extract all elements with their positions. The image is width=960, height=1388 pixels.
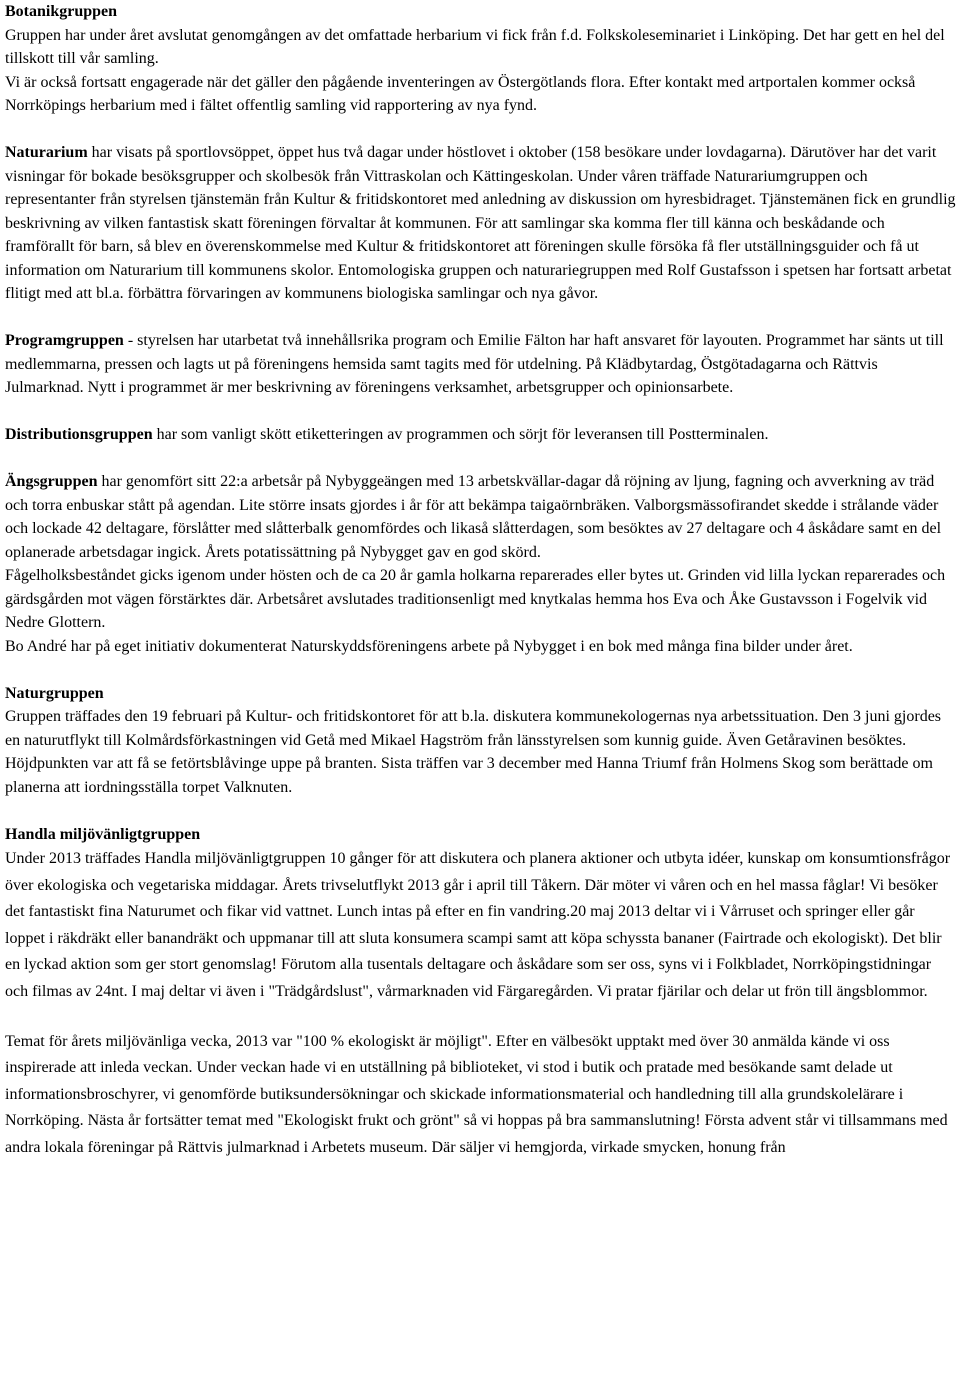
section-naturarium	[5, 141, 957, 306]
paragraph: Bo André har på eget initiativ dokumenterat Naturskyddsföreningens arbete på Nybygget i en bok med många fina bilder under året.	[5, 637, 853, 655]
section-text: - styrelsen har utarbetat två innehållsrika program och Emilie Fälton har haft ansvaret för layouten. Programmet har sänts ut till medlemmarna, pressen och lagts ut på föreningens hemsida samt tagits med för utdelning. På Klädbytardag, Östgötadagarna och Rättvis Julmarknad. Nytt i programmet är mer beskrivning av föreningens verksamhet, arbetsgrupper och opinionsarbete.	[5, 332, 944, 396]
paragraph	[5, 423, 957, 447]
section-miljovanliga-veckan	[5, 1029, 957, 1162]
spacer	[5, 799, 957, 823]
section-programgruppen	[5, 329, 957, 400]
paragraph	[5, 470, 957, 564]
spacer	[5, 118, 957, 142]
spacer	[5, 447, 957, 471]
section-text: har visats på sportlovsöppet, öppet hus två dagar under höstlovet i oktober (158 besökare under lovdagarna). Därutöver har det varit visningar för bokade besöksgrupper och skolbesök från Vittraskolan och Kättingeskolan. Under våren träffade Naturariumgruppen och representanter från styrelsen tjänstemän från Kultur & fritidskontoret med anledning av diskussion om hyresbidraget. Tjänstemänen fick en grundlig beskrivning av vilken fantastisk skatt föreningen förvaltar åt kommunen. För att samlingar ska komma fler till känna och beskådande och framförallt för barn, så blev en överenskommelse med Kultur & fritidskontoret att föreningen skulle försöka få fler utställningsguider och få ut information om Naturarium till kommunens skolor. Entomologiska gruppen och naturariegruppen med Rolf Gustafsson i spetsen har fortsatt arbetat flitigt med att bl.a. förbättra förvaringen av kommunens biologiska samlingar och nya gåvor.	[5, 144, 956, 302]
section-text: har som vanligt skött etiketteringen av programmen och sörjt för leveransen till Postterminalen.	[152, 426, 769, 443]
spacer	[5, 1005, 957, 1029]
section-heading: Ängsgruppen	[5, 473, 98, 490]
section-heading: Distributionsgruppen	[5, 426, 153, 443]
section-heading: Botanikgruppen	[5, 3, 118, 20]
paragraph	[5, 329, 957, 400]
section-naturgruppen	[5, 682, 957, 800]
paragraph: Under 2013 träffades Handla miljövänligtgruppen 10 gånger för att diskutera och planera aktioner och utbyta idéer, kunskap om konsumtionsfrågor över ekologiska och vegetariska middagar. Årets trivselutflykt 2013 går i april till Tåkern. Där möter vi våren och en hel massa fåglar! Vi besöker det fantastiskt fina Naturumet och fikar vid vattnet. Lunch intas på efter en fin vandring.20 maj 2013 deltar vi i Vårruset och springer eller går loppet i räkdräkt eller banandräkt och uppmanar till att sluta konsumera scampi samt att köpa schyssta bananer (Fairtrade och ekologiskt). Det blir en lyckad aktion som ger stort genomslag! Förutom alla tusentals deltagare och åskådare som ser oss, syns vi i Folkbladet, Norrköpingstidningar och filmas av 24nt. I maj deltar vi även i "Trädgårdslust", vårmarknaden vid Färgaregården. Vi pratar fjärilar och delar ut frön till ängsblommor.	[5, 850, 951, 1000]
paragraph: Gruppen har under året avslutat genomgången av det omfattade herbarium vi fick från f.d. Folkskoleseminariet i Linköping. Det har gett en hel del tillskott till vår samling.	[5, 26, 945, 67]
section-heading: Programgruppen	[5, 332, 124, 349]
spacer	[5, 400, 957, 424]
section-handla-miljovanligtgruppen	[5, 823, 957, 1006]
section-angsgruppen	[5, 470, 957, 658]
document-page	[5, 0, 957, 1161]
paragraph: Fågelholksbeståndet gicks igenom under hösten och de ca 20 år gamla holkarna reparerades eller bytes ut. Grinden vid lilla lyckan reparerades och gärdsgården mot vägen förstärktes där. Arbetsåret avslutades traditionsenligt med knytkalas hemma hos Eva och Åke Gustavsson i Fogelvik vid Nedre Glottern.	[5, 567, 946, 631]
paragraph	[5, 141, 957, 306]
section-distributionsgruppen	[5, 423, 957, 447]
section-botanikgruppen	[5, 0, 957, 118]
spacer	[5, 306, 957, 330]
spacer	[5, 658, 957, 682]
paragraph: Temat för årets miljövänliga vecka, 2013 var "100 % ekologiskt är möjligt". Efter en välbesökt upptakt med över 30 anmälda kände vi oss inspirerade att inleda veckan. Under veckan hade vi en utställning på biblioteket, vi stod i butik och pratade med besökande samt delade ut informationsbroschyrer, vi genomförde butiksundersökningar och skickade informationsmaterial och handledning till alla grundskolelärare i Norrköping. Nästa år fortsätter temat med "Ekologiskt frukt och grönt" så vi hoppas på bra sammanslutning! Första advent står vi tillsammans med andra lokala föreningar på Rättvis julmarknad i Arbetets museum. Där säljer vi hemgjorda, virkade smycken, honung från	[5, 1032, 948, 1156]
paragraph: Vi är också fortsatt engagerade när det gäller den pågående inventeringen av Östergötlands flora. Efter kontakt med artportalen kommer också Norrköpings herbarium med i fältet offentlig samling vid rapportering av nya fynd.	[5, 73, 916, 114]
paragraph: Gruppen träffades den 19 februari på Kultur- och fritidskontoret för att b.la. diskutera kommunekologernas nya arbetssituation. Den 3 juni gjordes en naturutflykt till Kolmårdsförkastningen vid Getå med Mikael Hagström från länsstyrelsen som kunnig guide. Även Getåravinen besöktes. Höjdpunkten var att få se fetörtsblåvinge uppe på branten. Sista träffen var 3 december med Hanna Triumf från Holmens Skog som berättade om planerna att iordningsställa torpet Valknuten.	[5, 708, 942, 796]
section-heading: Handla miljövänligtgruppen	[5, 825, 201, 843]
section-heading: Naturarium	[5, 144, 88, 161]
section-text: har genomfört sitt 22:a arbetsår på Nybyggeängen med 13 arbetskvällar-dagar då röjning av ljung, fagning och avverkning av träd och torra enbuskar stått på agendan. Lite större insats gjordes i år för att bekämpa taigaörnbräken. Valborgsmässofirandet skedde i strålande väder och lockade 42 deltagare, förslåtter med slåtterbalk genomfördes och likaså slåtterdagen, som besöktes av 27 deltagare och 4 åskådare samt en del oplanerade arbetsdagar ingick. Årets potatissättning på Nybygget gav en god skörd.	[5, 473, 942, 561]
section-heading: Naturgruppen	[5, 684, 104, 702]
